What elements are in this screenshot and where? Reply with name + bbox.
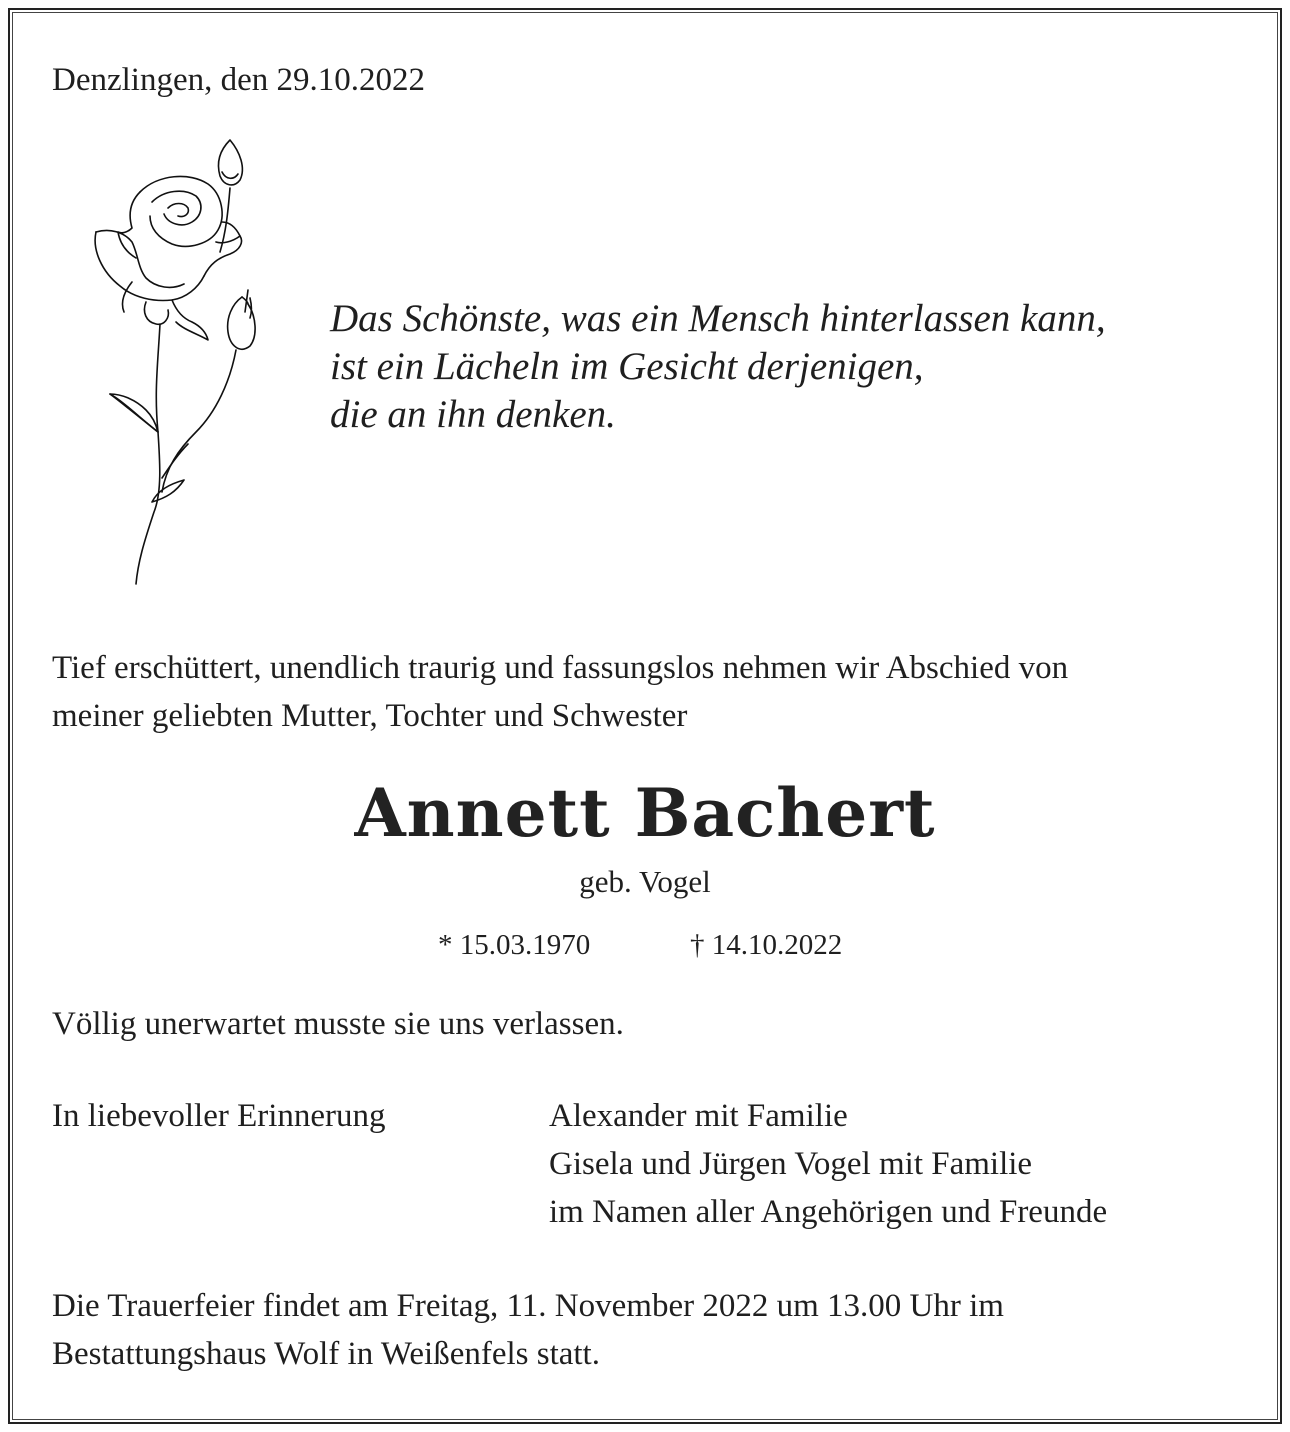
quote-line: die an ihn denken. <box>330 393 616 436</box>
mourner-line: im Namen aller Angehörigen und Freunde <box>549 1194 1108 1230</box>
deceased-name: Annett Bachert <box>354 774 936 852</box>
mourner-line: Alexander mit Familie <box>549 1098 848 1134</box>
birth-date: * 15.03.1970 <box>438 929 591 961</box>
rose-illustration-icon <box>80 132 270 587</box>
place-date: Denzlingen, den 29.10.2022 <box>52 62 426 98</box>
quote-line: Das Schönste, was ein Mensch hinterlassen kann, <box>330 297 1106 340</box>
mourners-list <box>549 1092 1107 1236</box>
sudden-death-note: Völlig unerwartet musste sie uns verlassen. <box>52 1006 624 1042</box>
ceremony-info <box>52 1282 1004 1378</box>
death-date: † 14.10.2022 <box>690 929 843 961</box>
ceremony-line: Bestattungshaus Wolf in Weißenfels statt. <box>52 1336 600 1372</box>
quote-line: ist ein Lächeln im Gesicht derjenigen, <box>330 345 924 388</box>
memory-label: In liebevoller Erinnerung <box>52 1098 386 1134</box>
ceremony-line: Die Trauerfeier findet am Freitag, 11. November 2022 um 13.00 Uhr im <box>52 1288 1004 1324</box>
intro-paragraph <box>52 644 1068 740</box>
intro-line: Tief erschüttert, unendlich traurig und fassungslos nehmen wir Abschied von <box>52 650 1069 686</box>
mourner-line: Gisela und Jürgen Vogel mit Familie <box>549 1146 1033 1182</box>
memorial-quote <box>330 295 1106 439</box>
maiden-name: geb. Vogel <box>579 864 711 899</box>
intro-line: meiner geliebten Mutter, Tochter und Schwester <box>52 698 688 734</box>
